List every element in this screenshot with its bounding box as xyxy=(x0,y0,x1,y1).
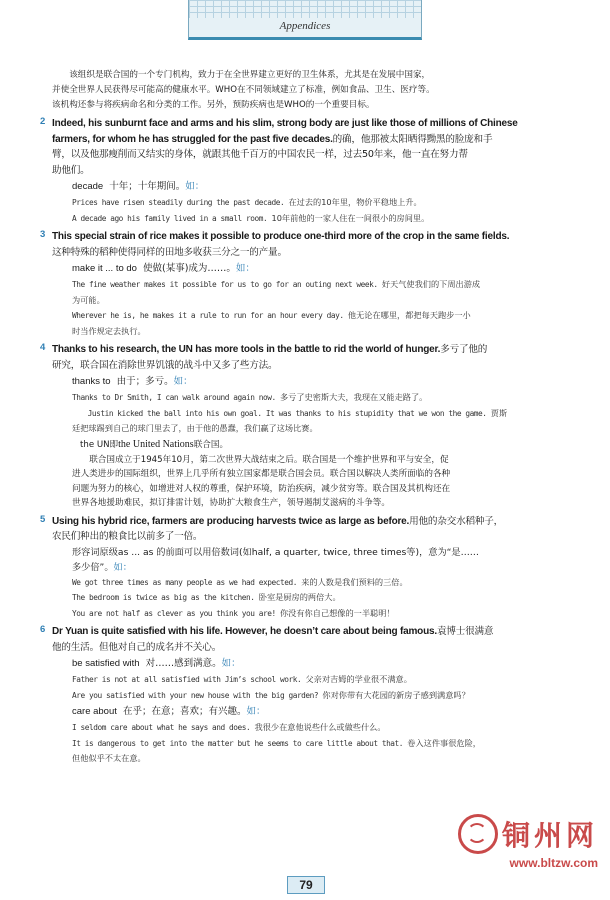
grammar-text: 形容词原级as ... as 的前面可以用倍数词(如half, a quarter, twice, three times等)，意为“是…… xyxy=(72,546,479,558)
grammar-note xyxy=(72,560,572,575)
phrase-marker: 如： xyxy=(221,658,241,669)
example-en: Father is not at all satisfied with Jim’s school work. xyxy=(72,675,302,684)
section-tab xyxy=(188,0,422,40)
phrase-cn: 十年；十年期间。 xyxy=(109,181,186,192)
sentence-cn: 研究，联合国在消除世界饥饿的战斗中又多了些方法。 xyxy=(52,359,278,371)
example-sentence xyxy=(72,277,572,293)
note-title-cn: the UN即 xyxy=(80,439,119,450)
phrase-marker: 如： xyxy=(246,706,266,717)
sentence-cn: 臂，以及他那瘦削而又结实的身体，就跟其他千百万的中国农民一样，过去50年来，他一直在努力帮 xyxy=(52,149,468,160)
example-sentence xyxy=(72,590,572,606)
example-en: The fine weather makes it possible for us to go for an outing next week. xyxy=(72,280,378,289)
example-sentence xyxy=(72,421,572,437)
example-en: Justin kicked the ball into his own goal. It was thanks to his stupidity that we won the game. xyxy=(87,408,487,418)
example-sentence xyxy=(72,324,572,340)
example-sentence xyxy=(72,308,572,324)
sentence-en: Indeed, his sunburnt face and arms and his slim, strong body are just like those of millions of Chinese xyxy=(52,118,518,129)
intro-paragraph xyxy=(52,68,572,113)
sentence-cn: 助他们。 xyxy=(52,164,90,176)
phrase-entry xyxy=(72,375,572,389)
example-en: I seldom care about what he says and does. xyxy=(72,723,251,732)
watermark-name: 铜州网 xyxy=(501,819,598,852)
example-cn: 好天气使我们的下周出游成 xyxy=(381,279,481,289)
example-sentence xyxy=(72,751,572,767)
sentence-en: Dr Yuan is quite satisfied with his life. However, he doesn’t care about being famous. xyxy=(52,626,437,637)
site-watermark xyxy=(458,814,598,870)
phrase-cn: 在乎；在意；喜欢；有兴趣。 xyxy=(122,706,247,717)
background-note-body xyxy=(72,453,572,511)
grammar-marker: 如： xyxy=(113,561,132,573)
example-en: The bedroom is twice as big as the kitchen. xyxy=(72,593,255,602)
item-sentence xyxy=(52,624,572,640)
sentence-cn: 袁博士很满意 xyxy=(436,626,494,637)
example-cn: 为可能。 xyxy=(72,294,105,305)
example-sentence xyxy=(72,406,572,422)
example-en: Wherever he is, he makes it a rule to run for an hour every day. xyxy=(72,311,344,320)
note-line: 世界各地援助难民，拟订排雷计划，协助扩大粮食生产，领导遏制艾滋病的斗争等。 xyxy=(72,498,390,508)
phrase-marker: 如： xyxy=(185,181,205,192)
note-item-2 xyxy=(40,116,572,226)
grammar-note xyxy=(72,545,572,560)
example-en: You are not half as clever as you think you are! xyxy=(72,608,276,618)
phrase-en: make it ... to do xyxy=(72,263,137,274)
example-cn: 10年前他的一家人住在一间很小的房间里。 xyxy=(271,212,430,223)
example-en: A decade ago his family lived in a small room. xyxy=(72,213,268,223)
section-title: Appendices xyxy=(279,20,331,32)
watermark-url: www.bltzw.com xyxy=(509,856,598,870)
item-sentence xyxy=(52,342,572,358)
item-number: 5 xyxy=(40,513,46,525)
sentence-en: farmers, for whom he has struggled for the past five decades. xyxy=(52,133,333,145)
example-cn: 来的人数是我们预料的三倍。 xyxy=(301,576,408,587)
example-sentence xyxy=(72,606,572,622)
sentence-cn: 这种特殊的稻种使得同样的田地多收获三分之一的产量。 xyxy=(52,246,287,258)
item-sentence xyxy=(52,514,572,530)
phrase-en: thanks to xyxy=(72,376,111,387)
example-sentence xyxy=(72,211,572,227)
sentence-cn: 他的生活。但他对自己的成名并不关心。 xyxy=(52,641,222,653)
intro-line: 并使全世界人民获得尽可能高的健康水平。WHO在不同领域建立了标准，例如食品、卫生、医疗等。 xyxy=(52,85,435,95)
note-line: 联合国成立于1945年10月，第二次世界大战结束之后。联合国是一个维护世界和平与安全，促 xyxy=(89,454,449,465)
example-cn: 多亏了史密斯大夫，我现在又能走路了。 xyxy=(279,392,428,402)
note-title-cn: 联合国。 xyxy=(193,439,229,450)
phrase-marker: 如： xyxy=(235,263,255,274)
item-sentence xyxy=(52,147,572,163)
example-sentence xyxy=(72,390,572,406)
phrase-entry xyxy=(72,262,572,276)
sentence-en: This special strain of rice makes it possible to produce one-third more of the crop in the same fields. xyxy=(52,231,510,242)
item-sentence xyxy=(52,358,572,374)
example-cn: 在过去的10年里，物价平稳地上升。 xyxy=(288,197,422,207)
example-sentence xyxy=(72,736,572,752)
note-item-3 xyxy=(40,229,572,339)
example-en: Prices have risen steadily during the past decade. xyxy=(72,198,285,207)
example-sentence xyxy=(72,672,572,688)
note-item-5 xyxy=(40,513,572,622)
phrase-entry xyxy=(72,657,572,671)
example-cn: 他无论在哪里，都把每天跑步一小 xyxy=(347,310,471,320)
phrase-entry xyxy=(72,705,572,719)
item-number: 6 xyxy=(40,624,46,635)
tab-grid-decoration xyxy=(189,0,421,18)
background-note-title xyxy=(80,437,572,453)
example-cn: 时当作规定去执行。 xyxy=(72,325,146,336)
example-sentence xyxy=(72,575,572,591)
example-cn: 但他似乎不太在意。 xyxy=(72,753,146,763)
grammar-text: 多少倍”。 xyxy=(72,561,114,573)
item-sentence xyxy=(52,640,572,656)
phrase-en: decade xyxy=(72,181,104,192)
item-sentence xyxy=(52,116,572,132)
page-content xyxy=(40,68,572,767)
sentence-cn: 农民们种出的粮食比以前多了一倍。 xyxy=(52,531,203,542)
example-cn: 你没有你自己想像的一半聪明！ xyxy=(279,607,395,618)
phrase-entry xyxy=(72,180,572,194)
example-cn: 贾斯 xyxy=(490,407,508,418)
phrase-marker: 如： xyxy=(173,376,193,387)
intro-line: 该组织是联合国的一个专门机构，致力于在全世界建立更好的卫生体系，尤其是在发展中国家， xyxy=(69,70,431,80)
phrase-cn: 对……感到满意。 xyxy=(145,658,222,669)
note-item-4 xyxy=(40,342,572,511)
sentence-cn: 用他的杂交水稻种子， xyxy=(409,515,504,527)
example-cn: 我很少在意他说些什么或做些什么。 xyxy=(254,722,386,732)
item-number: 3 xyxy=(40,229,46,240)
example-en: It is dangerous to get into the matter but he seems to care little about that. xyxy=(72,738,404,748)
item-number: 2 xyxy=(40,116,46,127)
example-cn: 卧室是厨房的两倍大。 xyxy=(258,592,341,602)
watermark-logo-icon xyxy=(458,814,498,854)
sentence-en: Thanks to his research, the UN has more tools in the battle to rid the world of hunger. xyxy=(52,344,441,355)
item-number: 4 xyxy=(40,342,46,353)
example-sentence xyxy=(72,720,572,736)
item-sentence xyxy=(52,245,572,261)
intro-line: 该机构还参与将疾病命名和分类的工作。另外，预防疾病也是WHO的一个重要目标。 xyxy=(52,100,375,110)
page-number: 79 xyxy=(287,876,325,894)
example-sentence xyxy=(72,195,572,211)
example-en: Are you satisfied with your new house with the big garden? xyxy=(72,690,319,700)
example-sentence xyxy=(72,293,572,309)
item-sentence xyxy=(52,229,572,245)
sentence-en: Using his hybrid rice, farmers are producing harvests twice as large as before. xyxy=(52,515,410,527)
example-sentence xyxy=(72,688,572,704)
note-line: 问题为努力的核心，如增进对人权的尊重，保护环境，防治疾病，减少贫穷等。联合国及其机构还在 xyxy=(72,483,451,494)
note-title-en: the United Nations xyxy=(118,438,194,450)
phrase-cn: 使做(某事)成为……。 xyxy=(143,263,236,274)
phrase-cn: 由于；多亏。 xyxy=(116,376,174,387)
sentence-cn: 的确，他那被太阳晒得黝黑的脸庞和手 xyxy=(332,133,493,145)
example-cn: 卷入这件事很危险， xyxy=(407,737,481,748)
phrase-en: care about xyxy=(72,706,117,717)
phrase-en: be satisfied with xyxy=(72,658,140,669)
example-cn: 你对你带有大花园的新房子感到满意吗？ xyxy=(322,689,470,700)
note-line: 进人类进步的国际组织，世界上几乎所有独立国家都是联合国会员。联合国以解决人类所面临的各种 xyxy=(72,469,451,479)
item-sentence xyxy=(52,529,572,545)
item-sentence xyxy=(52,132,572,148)
sentence-cn: 多亏了他的 xyxy=(440,344,488,355)
note-item-6 xyxy=(40,624,572,767)
example-cn: 父亲对吉姆的学业很不满意。 xyxy=(305,674,412,684)
item-sentence xyxy=(52,163,572,179)
example-cn: 廷把球踢到自己的球门里去了，由于他的愚蠢，我们赢了这场比赛。 xyxy=(72,423,318,433)
example-en: We got three times as many people as we had expected. xyxy=(72,577,297,587)
example-en: Thanks to Dr Smith, I can walk around again now. xyxy=(72,393,276,402)
